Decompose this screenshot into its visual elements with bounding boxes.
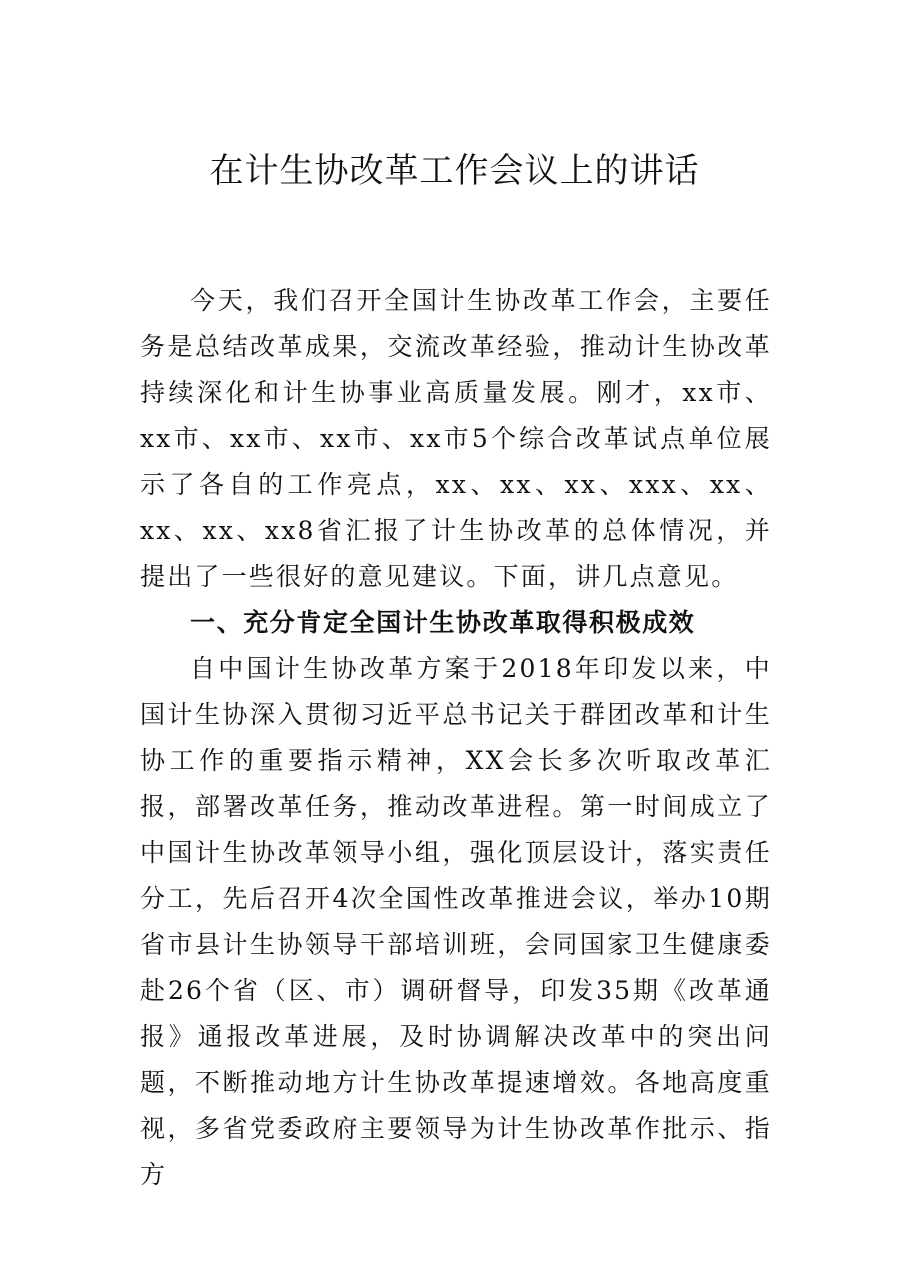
section-paragraph: 自中国计生协改革方案于2018年印发以来，中国计生协深入贯彻习近平总书记关于群团改革和计生协工作的重要指示精神，XX会长多次听取改革汇报，部署改革任务，推动改革进程。第一时间成立了中国计生协改革领导小组，强化顶层设计，落实责任分工，先后召开4次全国性改革推进会议，举办10期省市县计生协领导干部培训班，会同国家卫生健康委赴26个省（区、市）调研督导，印发35期《改革通报》通报改革进展，及时协调解决改革中的突出问题，不断推动地方计生协改革提速增效。各地高度重视，多省党委政府主要领导为计生协改革作批示、指方 xyxy=(140,654,772,1189)
document-body xyxy=(140,278,772,1198)
section-heading: 一、充分肯定全国计生协改革取得积极成效 xyxy=(190,608,696,637)
document-title: 在计生协改革工作会议上的讲话 xyxy=(209,151,700,191)
intro-paragraph: 今天，我们召开全国计生协改革工作会，主要任务是总结改革成果，交流改革经验，推动计生协改革持续深化和计生协事业高质量发展。刚才，xx市、xx市、xx市、xx市、xx市5个综合改革试点单位展示了各自的工作亮点，xx、xx、xx、xxx、xx、xx、xx、xx8省汇报了计生协改革的总体情况，并提出了一些很好的意见建议。下面，讲几点意见。 xyxy=(140,286,772,591)
